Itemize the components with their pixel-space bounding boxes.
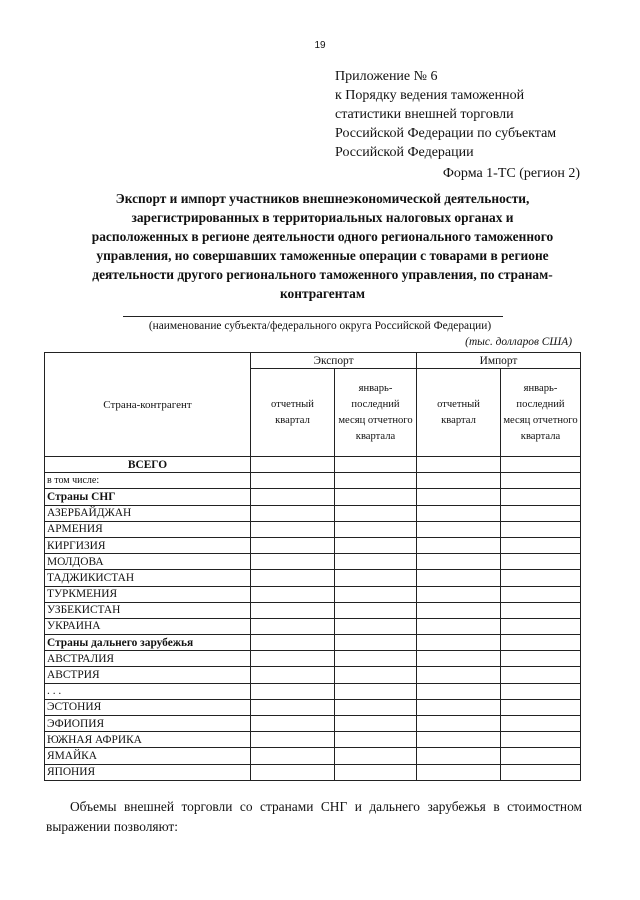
table-row bbox=[45, 618, 581, 634]
export-jan-last-month-cell[interactable] bbox=[335, 602, 417, 618]
country-cell: АВСТРАЛИЯ bbox=[45, 651, 251, 667]
export-jan-last-month-cell[interactable] bbox=[335, 618, 417, 634]
subject-name-fill-line[interactable] bbox=[123, 316, 503, 317]
import-jan-last-month-cell[interactable] bbox=[501, 748, 581, 764]
table-body bbox=[45, 457, 581, 781]
export-reporting-quarter-cell[interactable] bbox=[251, 570, 335, 586]
export-reporting-quarter-cell[interactable] bbox=[251, 667, 335, 683]
import-jan-last-month-cell[interactable] bbox=[501, 457, 581, 473]
import-reporting-quarter-cell[interactable] bbox=[417, 570, 501, 586]
import-reporting-quarter-cell[interactable] bbox=[417, 457, 501, 473]
export-jan-last-month-cell[interactable] bbox=[335, 699, 417, 715]
appendix-line: статистики внешней торговли bbox=[335, 107, 514, 122]
table-row bbox=[45, 537, 581, 553]
export-jan-last-month-cell[interactable] bbox=[335, 748, 417, 764]
title-line: контрагентам bbox=[280, 286, 365, 301]
import-reporting-quarter-cell[interactable] bbox=[417, 667, 501, 683]
table-row bbox=[45, 699, 581, 715]
country-cell: ВСЕГО bbox=[45, 457, 251, 473]
country-cell: УКРАИНА bbox=[45, 618, 251, 634]
country-cell: в том числе: bbox=[45, 473, 251, 489]
import-reporting-quarter-cell[interactable] bbox=[417, 554, 501, 570]
country-cell: Страны СНГ bbox=[45, 489, 251, 505]
import-jan-last-month-cell[interactable] bbox=[501, 732, 581, 748]
export-reporting-quarter-cell[interactable] bbox=[251, 521, 335, 537]
import-reporting-quarter-cell[interactable] bbox=[417, 537, 501, 553]
import-jan-last-month-cell[interactable] bbox=[501, 651, 581, 667]
export-jan-last-month-cell[interactable] bbox=[335, 473, 417, 489]
import-jan-last-month-cell[interactable] bbox=[501, 618, 581, 634]
appendix-line: Приложение № 6 bbox=[335, 69, 438, 84]
country-cell: АЗЕРБАЙДЖАН bbox=[45, 505, 251, 521]
footer-text: Объемы внешней торговли со странами СНГ и дальнего зарубежья в стоимостном выражении позволяют: bbox=[46, 799, 582, 834]
import-jan-last-month-cell[interactable] bbox=[501, 699, 581, 715]
document-title bbox=[60, 189, 585, 303]
import-jan-last-month-cell[interactable] bbox=[501, 716, 581, 732]
import-jan-last-month-cell[interactable] bbox=[501, 521, 581, 537]
title-line: управления, но совершавших таможенные операции с товарами в регионе bbox=[96, 248, 549, 263]
import-jan-last-month-cell[interactable] bbox=[501, 570, 581, 586]
country-cell: Страны дальнего зарубежья bbox=[45, 635, 251, 651]
export-jan-last-month-cell[interactable] bbox=[335, 667, 417, 683]
export-jan-last-month-cell[interactable] bbox=[335, 457, 417, 473]
import-reporting-quarter-cell[interactable] bbox=[417, 505, 501, 521]
country-cell: ЭФИОПИЯ bbox=[45, 716, 251, 732]
table-row bbox=[45, 586, 581, 602]
table-row bbox=[45, 602, 581, 618]
country-cell: МОЛДОВА bbox=[45, 554, 251, 570]
appendix-reference bbox=[335, 67, 625, 162]
import-reporting-quarter-cell[interactable] bbox=[417, 732, 501, 748]
country-cell: АРМЕНИЯ bbox=[45, 521, 251, 537]
import-reporting-quarter-cell[interactable] bbox=[417, 521, 501, 537]
export-reporting-quarter-cell[interactable] bbox=[251, 489, 335, 505]
export-jan-last-month-cell[interactable] bbox=[335, 505, 417, 521]
export-reporting-quarter-cell[interactable] bbox=[251, 554, 335, 570]
trade-table bbox=[44, 352, 581, 781]
import-jan-last-month-cell[interactable] bbox=[501, 554, 581, 570]
export-jan-last-month-cell[interactable] bbox=[335, 651, 417, 667]
export-jan-last-month-cell[interactable] bbox=[335, 586, 417, 602]
table-row bbox=[45, 651, 581, 667]
import-reporting-quarter-cell[interactable] bbox=[417, 699, 501, 715]
country-header: Страна-контрагент bbox=[45, 353, 251, 457]
title-line: зарегистрированных в территориальных налоговых органах и bbox=[131, 210, 514, 225]
export-reporting-quarter-cell[interactable] bbox=[251, 457, 335, 473]
export-reporting-quarter-cell[interactable] bbox=[251, 716, 335, 732]
export-reporting-quarter-header: отчетный квартал bbox=[251, 369, 335, 457]
import-reporting-quarter-header: отчетный квартал bbox=[417, 369, 501, 457]
import-reporting-quarter-cell[interactable] bbox=[417, 748, 501, 764]
import-reporting-quarter-cell[interactable] bbox=[417, 473, 501, 489]
country-cell: ТАДЖИКИСТАН bbox=[45, 570, 251, 586]
appendix-line: Российской Федерации bbox=[335, 145, 474, 160]
country-cell: АВСТРИЯ bbox=[45, 667, 251, 683]
table-row bbox=[45, 505, 581, 521]
import-jan-last-month-cell[interactable] bbox=[501, 764, 581, 780]
export-jan-last-month-cell[interactable] bbox=[335, 635, 417, 651]
table-row bbox=[45, 683, 581, 699]
import-jan-last-month-cell[interactable] bbox=[501, 537, 581, 553]
table-row bbox=[45, 521, 581, 537]
country-cell: ЯМАЙКА bbox=[45, 748, 251, 764]
export-header: Экспорт bbox=[251, 353, 417, 369]
import-jan-last-month-cell[interactable] bbox=[501, 473, 581, 489]
import-reporting-quarter-cell[interactable] bbox=[417, 635, 501, 651]
export-jan-last-month-header: январь-последний месяц отчетного квартала bbox=[335, 369, 417, 457]
export-jan-last-month-cell[interactable] bbox=[335, 570, 417, 586]
country-cell: ТУРКМЕНИЯ bbox=[45, 586, 251, 602]
export-reporting-quarter-cell[interactable] bbox=[251, 537, 335, 553]
units-label: (тыс. долларов США) bbox=[465, 336, 572, 348]
import-reporting-quarter-cell[interactable] bbox=[417, 489, 501, 505]
export-jan-last-month-cell[interactable] bbox=[335, 683, 417, 699]
import-reporting-quarter-cell[interactable] bbox=[417, 618, 501, 634]
export-jan-last-month-cell[interactable] bbox=[335, 521, 417, 537]
import-jan-last-month-cell[interactable] bbox=[501, 489, 581, 505]
export-reporting-quarter-cell[interactable] bbox=[251, 683, 335, 699]
country-cell: ЭСТОНИЯ bbox=[45, 699, 251, 715]
footer-paragraph bbox=[46, 797, 582, 837]
export-reporting-quarter-cell[interactable] bbox=[251, 764, 335, 780]
export-jan-last-month-cell[interactable] bbox=[335, 716, 417, 732]
export-jan-last-month-cell[interactable] bbox=[335, 764, 417, 780]
export-jan-last-month-cell[interactable] bbox=[335, 489, 417, 505]
title-line: Экспорт и импорт участников внешнеэкономической деятельности, bbox=[115, 191, 530, 206]
export-reporting-quarter-cell[interactable] bbox=[251, 699, 335, 715]
import-reporting-quarter-cell[interactable] bbox=[417, 586, 501, 602]
table-row bbox=[45, 473, 581, 489]
country-cell: УЗБЕКИСТАН bbox=[45, 602, 251, 618]
subject-caption: (наименование субъекта/федерального округа Российской Федерации) bbox=[148, 320, 492, 332]
table-row bbox=[45, 716, 581, 732]
table-row bbox=[45, 457, 581, 473]
table-row bbox=[45, 667, 581, 683]
country-cell: КИРГИЗИЯ bbox=[45, 537, 251, 553]
appendix-line: к Порядку ведения таможенной bbox=[335, 88, 525, 103]
import-header: Импорт bbox=[417, 353, 581, 369]
country-cell: ЯПОНИЯ bbox=[45, 764, 251, 780]
export-reporting-quarter-cell[interactable] bbox=[251, 473, 335, 489]
table-row bbox=[45, 570, 581, 586]
import-jan-last-month-cell[interactable] bbox=[501, 683, 581, 699]
import-jan-last-month-header: январь-последний месяц отчетного квартала bbox=[501, 369, 581, 457]
export-reporting-quarter-cell[interactable] bbox=[251, 505, 335, 521]
import-reporting-quarter-cell[interactable] bbox=[417, 602, 501, 618]
export-reporting-quarter-cell[interactable] bbox=[251, 602, 335, 618]
export-jan-last-month-cell[interactable] bbox=[335, 732, 417, 748]
import-jan-last-month-cell[interactable] bbox=[501, 635, 581, 651]
export-jan-last-month-cell[interactable] bbox=[335, 554, 417, 570]
export-reporting-quarter-cell[interactable] bbox=[251, 586, 335, 602]
form-name: Форма 1-ТС (регион 2) bbox=[442, 166, 580, 181]
appendix-line: Российской Федерации по субъектам bbox=[335, 126, 557, 141]
table-row bbox=[45, 748, 581, 764]
export-reporting-quarter-cell[interactable] bbox=[251, 732, 335, 748]
country-cell: . . . bbox=[45, 683, 251, 699]
table-row bbox=[45, 489, 581, 505]
table-row bbox=[45, 635, 581, 651]
import-jan-last-month-cell[interactable] bbox=[501, 602, 581, 618]
import-jan-last-month-cell[interactable] bbox=[501, 667, 581, 683]
export-reporting-quarter-cell[interactable] bbox=[251, 651, 335, 667]
country-cell: ЮЖНАЯ АФРИКА bbox=[45, 732, 251, 748]
import-reporting-quarter-cell[interactable] bbox=[417, 764, 501, 780]
import-jan-last-month-cell[interactable] bbox=[501, 586, 581, 602]
import-reporting-quarter-cell[interactable] bbox=[417, 683, 501, 699]
import-reporting-quarter-cell[interactable] bbox=[417, 716, 501, 732]
page-number: 19 bbox=[314, 40, 326, 51]
table-row bbox=[45, 554, 581, 570]
export-reporting-quarter-cell[interactable] bbox=[251, 748, 335, 764]
table-row bbox=[45, 732, 581, 748]
import-jan-last-month-cell[interactable] bbox=[501, 505, 581, 521]
title-line: расположенных в регионе деятельности одного регионального таможенного bbox=[91, 229, 554, 244]
export-jan-last-month-cell[interactable] bbox=[335, 537, 417, 553]
import-reporting-quarter-cell[interactable] bbox=[417, 651, 501, 667]
export-reporting-quarter-cell[interactable] bbox=[251, 635, 335, 651]
table-row bbox=[45, 764, 581, 780]
title-line: деятельности другого регионального таможенного управления, по странам- bbox=[92, 267, 553, 282]
export-reporting-quarter-cell[interactable] bbox=[251, 618, 335, 634]
